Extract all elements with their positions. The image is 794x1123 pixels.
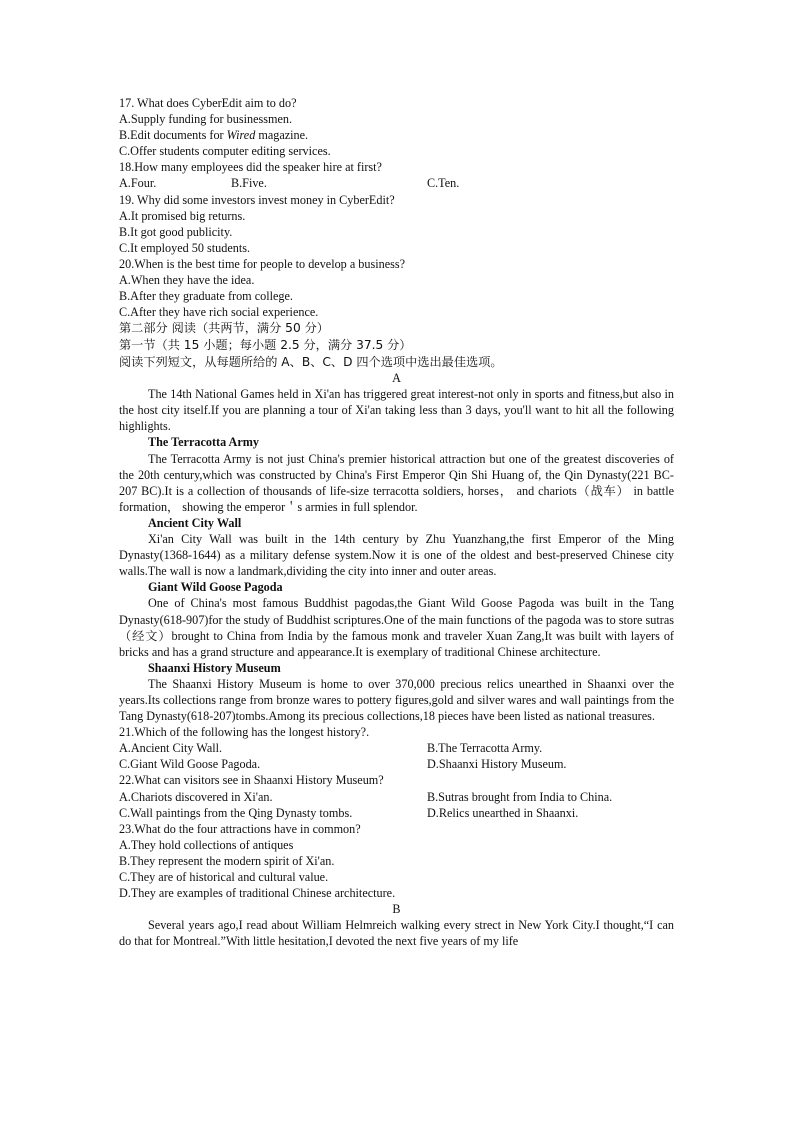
passage-a-intro: The 14th National Games held in Xi'an has triggered great interest-not only in sports and fitness,but also in the host city itself.If you are planning a tour of Xi'an taking less than 3 days, you'll want to hit all the following highlights. [119,387,674,434]
q21-option-a: A.Ancient City Wall. [119,741,223,756]
passage-b-label: B [392,902,401,917]
q23-option-b: B.They represent the modern spirit of Xi'an. [119,853,335,868]
q22-option-b: B.Sutras brought from India to China. [427,789,613,804]
q19-option-b: B.It got good publicity. [119,224,233,239]
q17-option-b-tail: magazine. [255,128,309,143]
q18-stem: 18.How many employees did the speaker hire at first? [119,160,382,175]
q18-options [119,175,674,191]
q22-options-ab [119,789,674,805]
section-part2-title: 第二部分 阅读（共两节，满分 50 分） [119,321,329,336]
q21-option-b: B.The Terracotta Army. [427,741,543,756]
q21-stem: 21.Which of the following has the longest history?. [119,725,370,740]
q20-option-a: A.When they have the idea. [119,273,255,288]
q21-option-d: D.Shaanxi History Museum. [427,757,567,772]
q19-option-c: C.It employed 50 students. [119,240,251,255]
q18-option-a: A.Four. [119,176,157,191]
q18-option-c: C.Ten. [427,176,460,191]
q23-option-d: D.They are examples of traditional Chinese architecture. [119,886,396,901]
q19-stem: 19. Why did some investors invest money in CyberEdit? [119,192,395,207]
q23-option-c: C.They are of historical and cultural value. [119,870,329,884]
paragraph-terracotta-army: The Terracotta Army is not just China's premier historical attraction but one of the greatest discoveries of the 20th century,which was constructed by China's First Emperor Qin Shi Huang of, the Qin Dynasty(221 BC-207 BC).It is a collection of thousands of life-size terracotta soldiers, horses， and chariots（战车） in battle formation， showing the emperor＇s armies in full splendor. [119,451,674,514]
q17-option-a: A.Supply funding for businessmen. [119,112,292,127]
heading-terracotta-army: The Terracotta Army [148,435,260,450]
q22-option-c: C.Wall paintings from the Qing Dynasty tombs. [119,805,353,820]
paragraph-giant-wild-goose-pagoda: One of China's most famous Buddhist pagodas,the Giant Wild Goose Pagoda was built in the Tang Dynasty(618-907)for the study of Buddhist scriptures.One of the main functions of the pagoda was to store sutras（经文）brought to China from India by the famous monk and traveler Xuan Zang,It was built with layers of bricks and has a grand structure and appearance.It is exemplary of traditional Chinese architecture. [119,596,674,659]
heading-ancient-city-wall: Ancient City Wall [148,515,242,530]
q17-option-c: C.Offer students computer editing services. [119,144,331,159]
q20-option-c: C.After they have rich social experience. [119,305,319,320]
q17-option-b-italic: Wired [226,128,256,143]
paragraph-ancient-city-wall: Xi'an City Wall was built in the 14th century by Zhu Yuanzhang,the first Emperor of the Ming Dynasty(1368-1644) as a military defense system.Now it is one of the oldest and best-preserved Chinese city walls.The wall is now a landmark,dividing the city into inner and outer areas. [119,532,674,579]
q21-options-cd [119,756,674,772]
q20-option-b: B.After they graduate from college. [119,289,293,304]
exam-page [119,95,674,949]
q18-option-b: B.Five. [231,176,267,191]
q22-option-d: D.Relics unearthed in Shaanxi. [427,805,579,820]
q22-options-cd [119,805,674,821]
q20-stem: 20.When is the best time for people to develop a business? [119,256,405,271]
section-instructions: 阅读下列短文，从每题所给的 A、B、C、D 四个选项中选出最佳选项。 [119,354,503,369]
q17-option-b [119,127,674,143]
passage-b-paragraph-1: Several years ago,I read about William Helmreich walking every strect in New York City.I thought,“I can do that for Montreal.”With little hesitation,I devoted the next five years of my life [119,918,674,949]
q17-option-b-text: B.Edit documents for [119,128,227,143]
q21-option-c: C.Giant Wild Goose Pagoda. [119,757,261,772]
q22-stem: 22.What can visitors see in Shaanxi History Museum? [119,773,384,788]
q21-options-ab [119,740,674,756]
q17-stem: 17. What does CyberEdit aim to do? [119,96,297,110]
heading-shaanxi-history-museum: Shaanxi History Museum [148,660,281,675]
paragraph-shaanxi-history-museum: The Shaanxi History Museum is home to over 370,000 precious relics unearthed in Shaanxi over the years.Its collections range from bronze wares to pottery figures,gold and silver wares and wall paintings from the Tang Dynasty(618-207)tombs.Among its precious collections,18 pieces have been listed as national treasures. [119,676,674,724]
q23-option-a: A.They hold collections of antiques [119,837,294,852]
q22-option-a: A.Chariots discovered in Xi'an. [119,789,273,804]
heading-giant-wild-goose-pagoda: Giant Wild Goose Pagoda [148,580,283,595]
q23-stem: 23.What do the four attractions have in common? [119,821,361,836]
passage-a-label: A [392,371,401,386]
q19-option-a: A.It promised big returns. [119,208,246,223]
section-1-title: 第一节（共 15 小题；每小题 2.5 分，满分 37.5 分） [119,337,412,352]
